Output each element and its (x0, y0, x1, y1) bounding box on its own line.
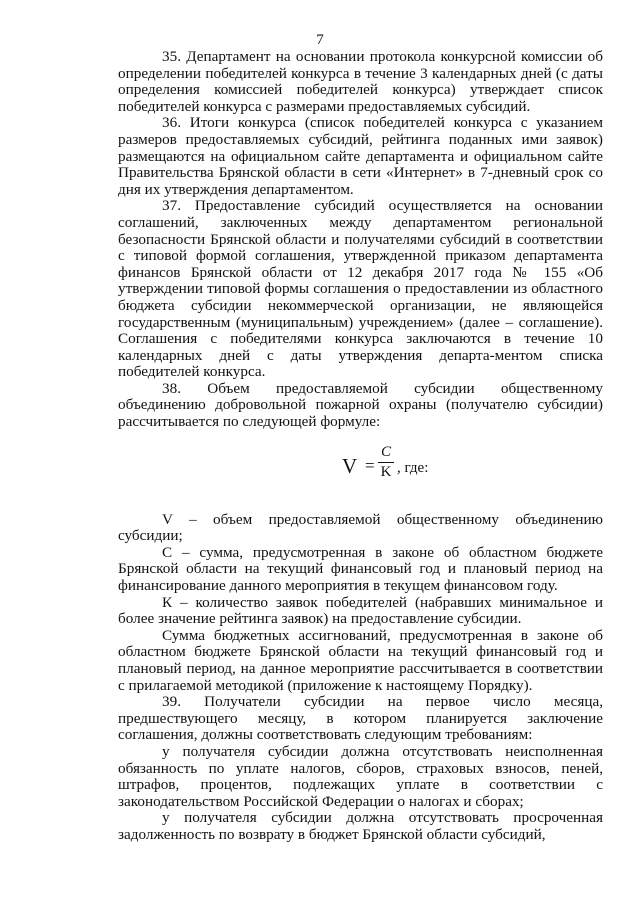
paragraph-budget-allocations: Сумма бюджетных ассигнований, предусмотренная в законе об областном бюджете Брянской области на текущий финансовый год и плановый период, на данное мероприятие рассчитывается в соответствии с прилагаемой методикой (приложение к настоящему Порядку). (118, 626, 603, 694)
definition-c: С – сумма, предусмотренная в законе об областном бюджете Брянской области на текущий финансовый год и плановый период на финансирование данного мероприятия в текущем финансовом году. (118, 543, 603, 595)
document-body (118, 49, 603, 844)
formula-lhs: V (342, 453, 358, 478)
formula-equals: = (365, 455, 375, 475)
paragraph-37: 37. Предоставление субсидий осуществляется на основании соглашений, заключенных между департаментом региональной безопасности Брянской области и получателями субсидий в соответствии с типовой формой соглашения, утвержденной приказом департамента финансов Брянской области от 12 декабря 2017 года № 155 «Об утверждении типовой формы соглашения о предоставлении из областного бюджета субсидии некоммерческой организации, не являющейся государственным (муниципальным) учреждением» (далее – соглашение). Соглашения с победителями конкурса заключаются в течение 10 календарных дней с даты утверждения департа-ментом списка победителей конкурса. (118, 197, 603, 381)
page-number: 7 (316, 32, 324, 48)
paragraph-39: 39. Получатели субсидии на первое число месяца, предшествующего месяцу, в котором планируется заключение соглашения, должны соответствовать следующим требованиям: (118, 693, 603, 744)
formula-denominator: K (380, 463, 392, 480)
definition-v: V – объем предоставляемой общественному объединению субсидии; (118, 510, 603, 545)
paragraph-35: 35. Департамент на основании протокола конкурсной комиссии об определении победителей конкурса в течение 3 календарных дней (с даты определения комиссией победителей конкурса) утверждает список победителей конкурса с размерами предоставляемых субсидий. (118, 48, 603, 115)
requirement-debt: у получателя субсидии должна отсутствовать просроченная задолженность по возврату в бюджет Брянской области субсидий, (118, 809, 603, 843)
paragraph-38: 38. Объем предоставляемой субсидии общественному объединению добровольной пожарной охраны (получателю субсидии) рассчитывается по следующей формуле: (118, 379, 603, 431)
formula-fraction (378, 444, 394, 481)
paragraph-36: 36. Итоги конкурса (список победителей конкурса с указанием размеров предоставляемых субсидий, рейтинга поданных ими заявок) размещаются на официальном сайте департамента и официальном сайте Правительства Брянской области в сети «Интернет» в 7-дневный срок со дня их утверждения департаментом. (118, 114, 603, 198)
fraction-bar (378, 462, 394, 463)
formula-suffix: , где: (397, 459, 429, 476)
requirement-taxes: у получателя субсидии должна отсутствовать неисполненная обязанность по уплате налогов, сборов, страховых взносов, пеней, штрафов, процентов, подлежащих уплате в соответствии с законодательством Российской Федерации о налогах и сборах; (118, 742, 603, 810)
definition-k: К – количество заявок победителей (набравших минимальное и более значение рейтинга заявок) на предоставление субсидии. (118, 593, 603, 628)
subsidy-formula (118, 444, 603, 498)
formula-numerator: C (380, 443, 391, 460)
